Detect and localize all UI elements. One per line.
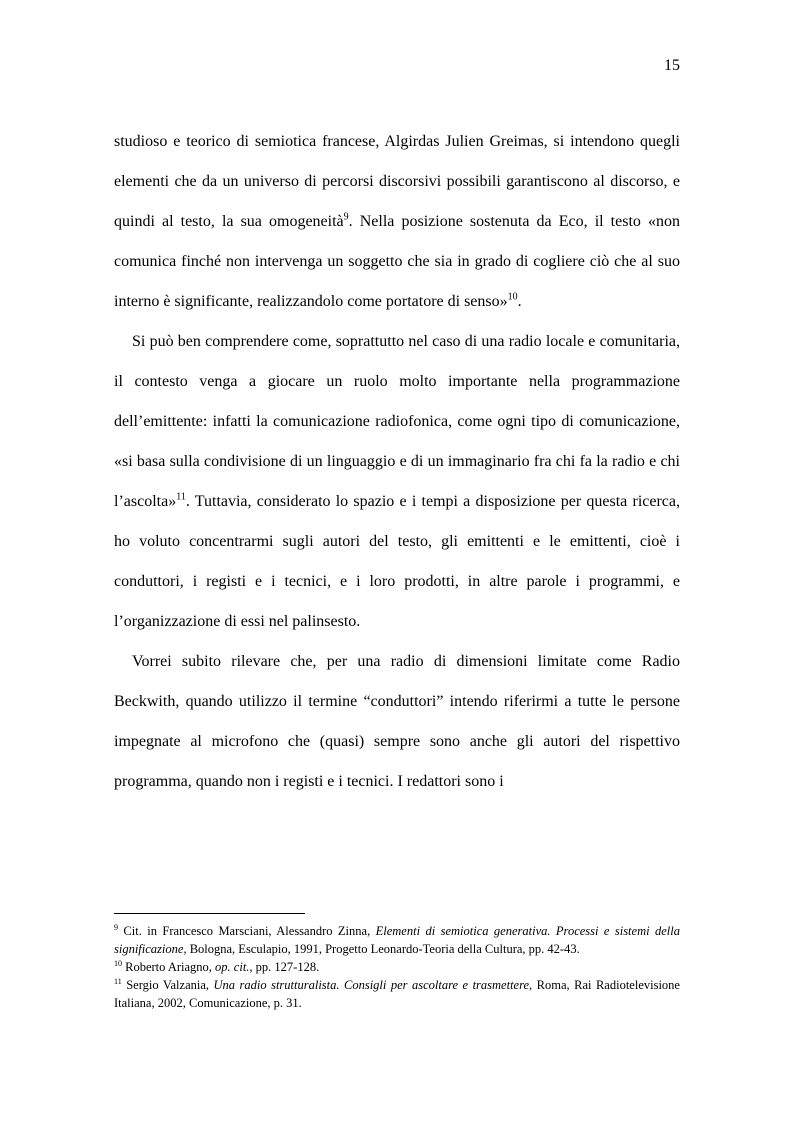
paragraph-2: [114, 322, 680, 642]
paragraph-1-text-a: studioso e teorico di semiotica francese, Algirdas Julien Greimas, si intendono quegli elementi che da un universo di percorsi discorsivi possibili garantiscono al discorso, e quindi al testo, la sua omogeneità: [114, 133, 680, 230]
footnote-title: Elementi di semiotica generativa. Processi e sistemi della significazione: [114, 924, 680, 956]
footnote-ref-9: 9: [343, 211, 349, 223]
footnote-text: , pp. 127-128.: [249, 960, 320, 974]
footnote-title: Una radio strutturalista. Consigli per ascoltare e trasmettere: [213, 978, 530, 992]
footnote-number: 11: [114, 976, 122, 986]
paragraph-3: [114, 642, 680, 802]
footnote-text: , Roma, Rai Radiotelevisione Italiana, 2002, Comunicazione, p. 31.: [114, 978, 680, 1010]
footnote-ref-11: 11: [176, 491, 186, 503]
footnote-text: Roberto Ariagno,: [122, 960, 216, 974]
footnote-text: , Bologna, Esculapio, 1991, Progetto Leonardo-Teoria della Cultura, pp. 42-43.: [183, 942, 580, 956]
footnotes: [114, 922, 680, 1012]
paragraph-3-text: Vorrei subito rilevare che, per una radio di dimensioni limitate come Radio Beckwith, quando utilizzo il termine “conduttori” intendo riferirmi a tutte le persone impegnate al microfono che (quasi) sempre sono anche gli autori del rispettivo programma, quando non i registi e i tecnici. I redattori sono i: [114, 653, 680, 790]
footnote-ref-10: 10: [507, 291, 518, 303]
footnote-text: Sergio Valzania,: [121, 978, 214, 992]
footnote-title: op. cit.: [215, 960, 250, 974]
page-number: 15: [664, 57, 680, 74]
paragraph-1: [114, 122, 680, 322]
main-text: [114, 122, 680, 802]
footnote-text: Cit. in Francesco Marsciani, Alessandro Zinna,: [118, 924, 376, 938]
footnote-number: 9: [114, 922, 118, 932]
paragraph-1-text-c: .: [517, 293, 522, 310]
paragraph-2-text-b: . Tuttavia, considerato lo spazio e i tempi a disposizione per questa ricerca, ho voluto concentrarmi sugli autori del testo, gli emittenti e le emittenti, cioè i conduttori, i registi e i tecnici, e i loro prodotti, in altre parole i programmi, e l’organizzazione di essi nel palinsesto.: [114, 493, 680, 630]
footnote-number: 10: [114, 958, 122, 968]
paragraph-2-text-a: Si può ben comprendere come, soprattutto nel caso di una radio locale e comunitaria, il contesto venga a giocare un ruolo molto importante nella programmazione dell’emittente: infatti la comunicazione radiofonica, come ogni tipo di comunicazione, «si basa sulla condivisione di un linguaggio e di un immaginario fra chi fa la radio e chi l’ascolta»: [114, 333, 680, 510]
footnote-separator: [114, 913, 305, 914]
paragraph-1-text-b: . Nella posizione sostenuta da Eco, il testo «non comunica finché non intervenga un soggetto che sia in grado di cogliere ciò che al suo interno è significante, realizzandolo come portatore di senso»: [114, 213, 680, 310]
footnote-9: [114, 922, 680, 958]
footnote-11: [114, 976, 680, 1012]
footnote-10: [114, 958, 680, 976]
